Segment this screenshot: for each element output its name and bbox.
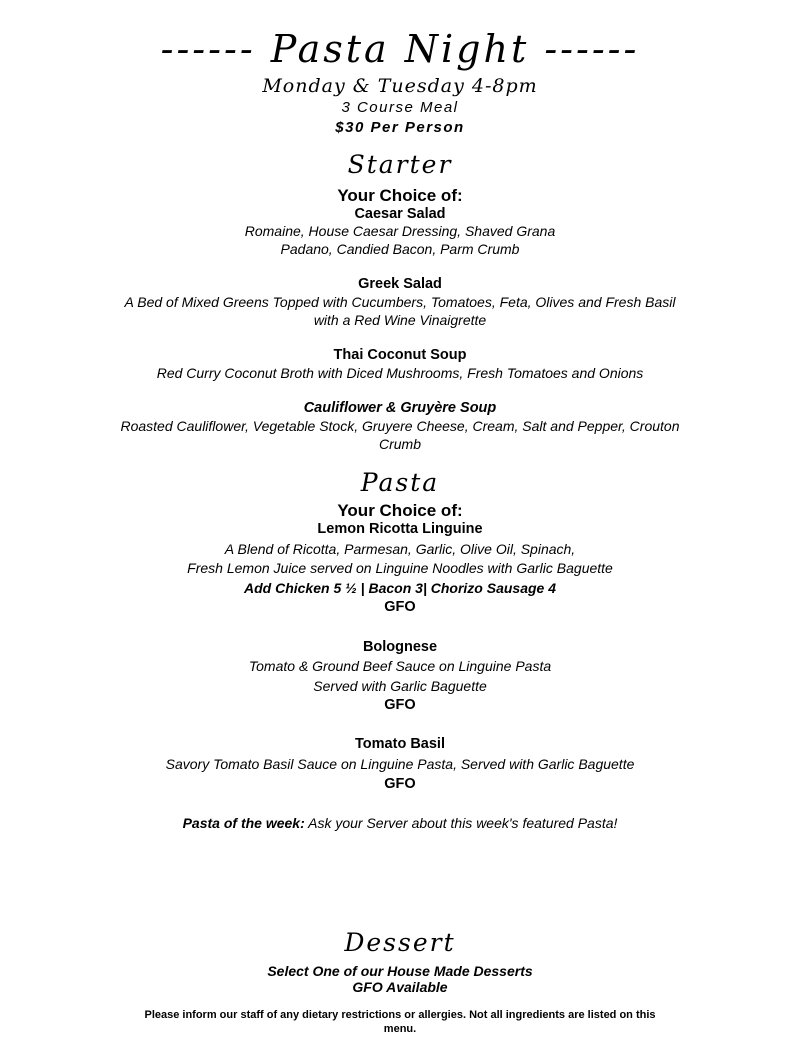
starter-item-desc: Romaine, House Caesar Dressing, Shaved Grana bbox=[244, 223, 556, 239]
starter-item-desc: Crumb bbox=[378, 436, 421, 452]
starter-item-name: Thai Coconut Soup bbox=[333, 347, 467, 363]
pasta-item-desc: Served with Garlic Baguette bbox=[313, 678, 487, 694]
pasta-item-desc: Fresh Lemon Juice served on Linguine Noodles with Garlic Baguette bbox=[187, 560, 613, 576]
starter-item-name: Greek Salad bbox=[358, 276, 442, 292]
pasta-item-addons: Add Chicken 5 ½ | Bacon 3| Chorizo Sausage 4 bbox=[243, 580, 557, 596]
pasta-item-desc: Savory Tomato Basil Sauce on Linguine Pasta, Served with Garlic Baguette bbox=[165, 756, 635, 772]
allergy-notice: menu. bbox=[383, 1023, 417, 1035]
pasta-of-the-week-label: Pasta of the week: bbox=[182, 815, 305, 831]
pasta-of-the-week bbox=[0, 814, 800, 832]
dessert-gfo-note: GFO Available bbox=[352, 979, 448, 995]
pasta-item-desc: A Blend of Ricotta, Parmesan, Garlic, Olive Oil, Spinach, bbox=[224, 541, 576, 557]
price-label: $30 Per Person bbox=[335, 119, 465, 136]
pasta-heading: Pasta bbox=[360, 468, 440, 497]
starter-item-desc: Red Curry Coconut Broth with Diced Mushrooms, Fresh Tomatoes and Onions bbox=[156, 365, 644, 381]
starter-item-name: Cauliflower & Gruyère Soup bbox=[303, 400, 497, 416]
starter-item-name: Caesar Salad bbox=[354, 206, 446, 222]
gfo-badge: GFO bbox=[384, 599, 416, 615]
starter-item-desc: Roasted Cauliflower, Vegetable Stock, Gruyere Cheese, Cream, Salt and Pepper, Crouton bbox=[120, 418, 680, 434]
starter-item-desc: with a Red Wine Vinaigrette bbox=[313, 312, 487, 328]
pasta-item-desc: Tomato & Ground Beef Sauce on Linguine Pasta bbox=[248, 658, 552, 674]
starter-heading: Starter bbox=[347, 150, 453, 179]
gfo-badge: GFO bbox=[384, 776, 416, 792]
gfo-badge: GFO bbox=[384, 697, 416, 713]
course-meal-label: 3 Course Meal bbox=[341, 99, 459, 116]
starter-item-desc: A Bed of Mixed Greens Topped with Cucumbers, Tomatoes, Feta, Olives and Fresh Basil bbox=[124, 294, 676, 310]
pasta-choice-label: Your Choice of: bbox=[337, 501, 463, 520]
menu-title: ------ Pasta Night ------ bbox=[160, 27, 640, 71]
starter-item-desc: Padano, Candied Bacon, Parm Crumb bbox=[280, 241, 520, 257]
allergy-notice: Please inform our staff of any dietary restrictions or allergies. Not all ingredients are listed on this bbox=[144, 1009, 656, 1021]
dessert-heading: Dessert bbox=[344, 928, 456, 957]
pasta-item-name: Lemon Ricotta Linguine bbox=[317, 521, 483, 537]
pasta-item-name: Tomato Basil bbox=[355, 736, 445, 752]
dessert-line: Select One of our House Made Desserts bbox=[267, 963, 533, 979]
pasta-item-name: Bolognese bbox=[362, 639, 438, 655]
starter-choice-label: Your Choice of: bbox=[337, 186, 463, 205]
pasta-of-the-week-text: Ask your Server about this week's featured Pasta! bbox=[304, 815, 618, 831]
menu-subtitle: Monday & Tuesday 4-8pm bbox=[262, 75, 538, 97]
